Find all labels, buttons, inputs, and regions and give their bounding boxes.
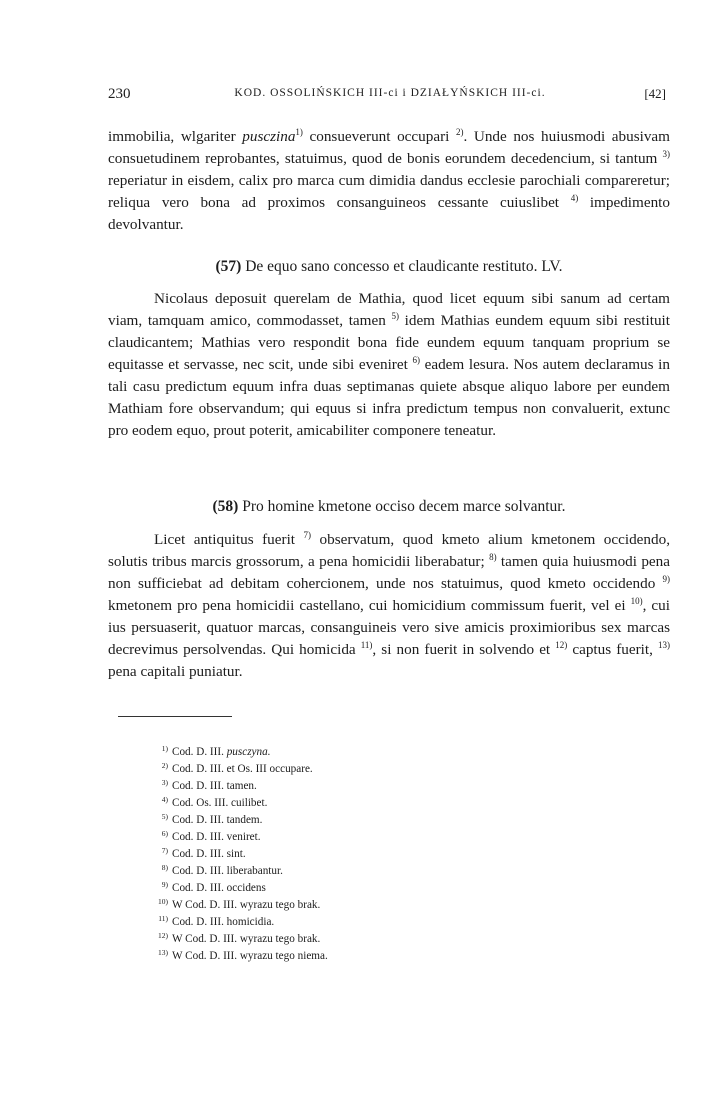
footnote	[152, 931, 572, 948]
footnote-ref: 7)	[303, 530, 312, 540]
footnote-variant: pusczyna.	[226, 746, 271, 758]
footnote-number: 6)	[161, 829, 168, 838]
footnote-text: Cod. D. III. occidens	[172, 882, 266, 894]
text-run: , si non fuerit in solvendo et	[372, 641, 556, 658]
footnote	[152, 914, 572, 931]
page-number: 230	[108, 86, 131, 102]
footnote	[152, 846, 572, 863]
paragraph-57	[108, 288, 670, 442]
text-run: captus fuerit,	[567, 641, 658, 658]
footnote-number: 5)	[161, 812, 168, 821]
footnote-ref: 12)	[555, 640, 568, 650]
footnote-number: 9)	[161, 880, 168, 889]
text-run: immobilia, wlgariter	[108, 128, 243, 145]
footnote-number: 7)	[161, 846, 168, 855]
footnote-text: Cod. D. III.	[172, 746, 227, 758]
footnote	[152, 744, 572, 761]
footnote-text: Cod. Os. III. cuilibet.	[172, 797, 268, 809]
footnote-number: 11)	[158, 914, 168, 923]
text-run: Licet antiquitus fuerit	[154, 531, 304, 548]
footnote-text: Cod. D. III. veniret.	[172, 831, 261, 843]
footnote-text: Cod. D. III. et Os. III occupare.	[172, 763, 313, 775]
text-run: . Unde nos huiusmodi abusivam consuetudinem reprobantes, statuimus, quod de bonis eorundem decedencium, si tantum	[108, 128, 670, 167]
footnote-number: 10)	[158, 897, 168, 906]
section-title: Pro homine kmetone occiso decem marce solvantur.	[238, 498, 566, 515]
text-run: tamen quia huiusmodi pena non sufficiebat ad debitam cohercionem, unde nos statuimus, quod kmeto occidendo	[108, 553, 671, 592]
footnote-text: Cod. D. III. liberabantur.	[172, 865, 283, 877]
section-number: (58)	[212, 498, 239, 515]
running-header	[108, 86, 670, 106]
footnote-ref: 8)	[489, 552, 497, 562]
running-title: KOD. OSSOLIŃSKICH III-ci i DZIAŁYŃSKICH III-ci.	[234, 87, 546, 99]
footnote	[152, 948, 572, 965]
footnote-number: 13)	[158, 948, 168, 957]
footnote-text: Cod. D. III. tandem.	[172, 814, 263, 826]
footnote	[152, 778, 572, 795]
text-run: kmetonem pro pena homicidii castellano, cui homicidium commissum fuerit, vel ei	[108, 597, 631, 614]
footnote-divider	[118, 716, 232, 717]
footnote	[152, 829, 572, 846]
footnote-number: 3)	[161, 778, 168, 787]
footnote-ref: 1)	[295, 127, 303, 137]
text-run: idem Mathias eundem equum sibi restituit claudicantem; Mathias vero respondit bona fide eundem equum tanquam proprium se equitasse et servasse, nec scit, unde sibi eveniret	[108, 312, 670, 373]
text-run: consueverunt occupari	[302, 128, 456, 145]
vernacular-term: pusczina	[242, 128, 296, 145]
footnote-ref: 10)	[630, 596, 643, 606]
text-run: , cui ius persuaserit, quatuor marcas, consanguineis vero sive amicis proximioribus sex marcas decrevimus persolvendas. Qui homicida	[108, 597, 670, 658]
footnote-ref: 11)	[360, 640, 373, 650]
section-title: De equo sano concesso et claudicante restituto. LV.	[241, 258, 563, 275]
footnote	[152, 812, 572, 829]
text-run: impedimento devolvantur.	[108, 194, 670, 233]
text-run: observatum, quod kmeto alium kmetonem occidendo, solutis tribus marcis grossorum, a pena homicidii liberabatur;	[108, 531, 670, 570]
footnote-ref: 5)	[391, 311, 399, 321]
paragraph-58	[108, 529, 670, 683]
footnote	[152, 795, 572, 812]
footnote-ref: 4)	[570, 193, 579, 203]
footnote-text: W Cod. D. III. wyrazu tego niema.	[172, 950, 328, 962]
footnote-number: 8)	[161, 863, 168, 872]
intro-paragraph	[108, 126, 670, 236]
footnote-text: W Cod. D. III. wyrazu tego brak.	[172, 899, 321, 911]
text-run: pena capitali puniatur.	[108, 663, 243, 680]
footnote-number: 2)	[161, 761, 168, 770]
footnote-ref: 6)	[412, 355, 420, 365]
section-heading-58	[108, 496, 670, 518]
text-run: reperiatur in eisdem, calix pro marca cum dimidia dandus ecclesie parochiali compareretur; reliqua vero bona ad proximos consanguineos cessante cuiuslibet	[108, 172, 670, 211]
footnote-text: W Cod. D. III. wyrazu tego brak.	[172, 933, 321, 945]
text-run: eadem lesura. Nos autem declaramus in tali casu predictum equum infra duas septimanas quiete absque aliquo labore per eundem Mathiam fore observandum; qui equus si infra predictum tempus non convaluerit, extunc pro eodem equo, prout poterit, amicabiliter componere teneatur.	[108, 356, 670, 439]
footnote-ref: 3)	[662, 149, 670, 159]
footnote-number: 12)	[158, 931, 168, 940]
footnote	[152, 761, 572, 778]
footnote-number: 4)	[161, 795, 168, 804]
footnote	[152, 897, 572, 914]
footnote	[152, 863, 572, 880]
footnote-text: Cod. D. III. homicidia.	[172, 916, 275, 928]
footnote-ref: 2)	[455, 127, 464, 137]
footnote-number: 1)	[161, 744, 168, 753]
footnote-text: Cod. D. III. tamen.	[172, 780, 257, 792]
footnote-ref: 9)	[662, 574, 670, 584]
footnote-text: Cod. D. III. sint.	[172, 848, 246, 860]
footnote-ref: 13)	[658, 640, 670, 650]
section-number: (57)	[215, 258, 242, 275]
section-reference: [42]	[644, 86, 666, 101]
section-heading-57	[108, 256, 670, 278]
text-run: Nicolaus deposuit querelam de Mathia, quod licet equum sibi sanum ad certam viam, tamquam amico, commodasset, tamen	[108, 290, 670, 329]
footnotes	[152, 744, 572, 965]
footnote	[152, 880, 572, 897]
